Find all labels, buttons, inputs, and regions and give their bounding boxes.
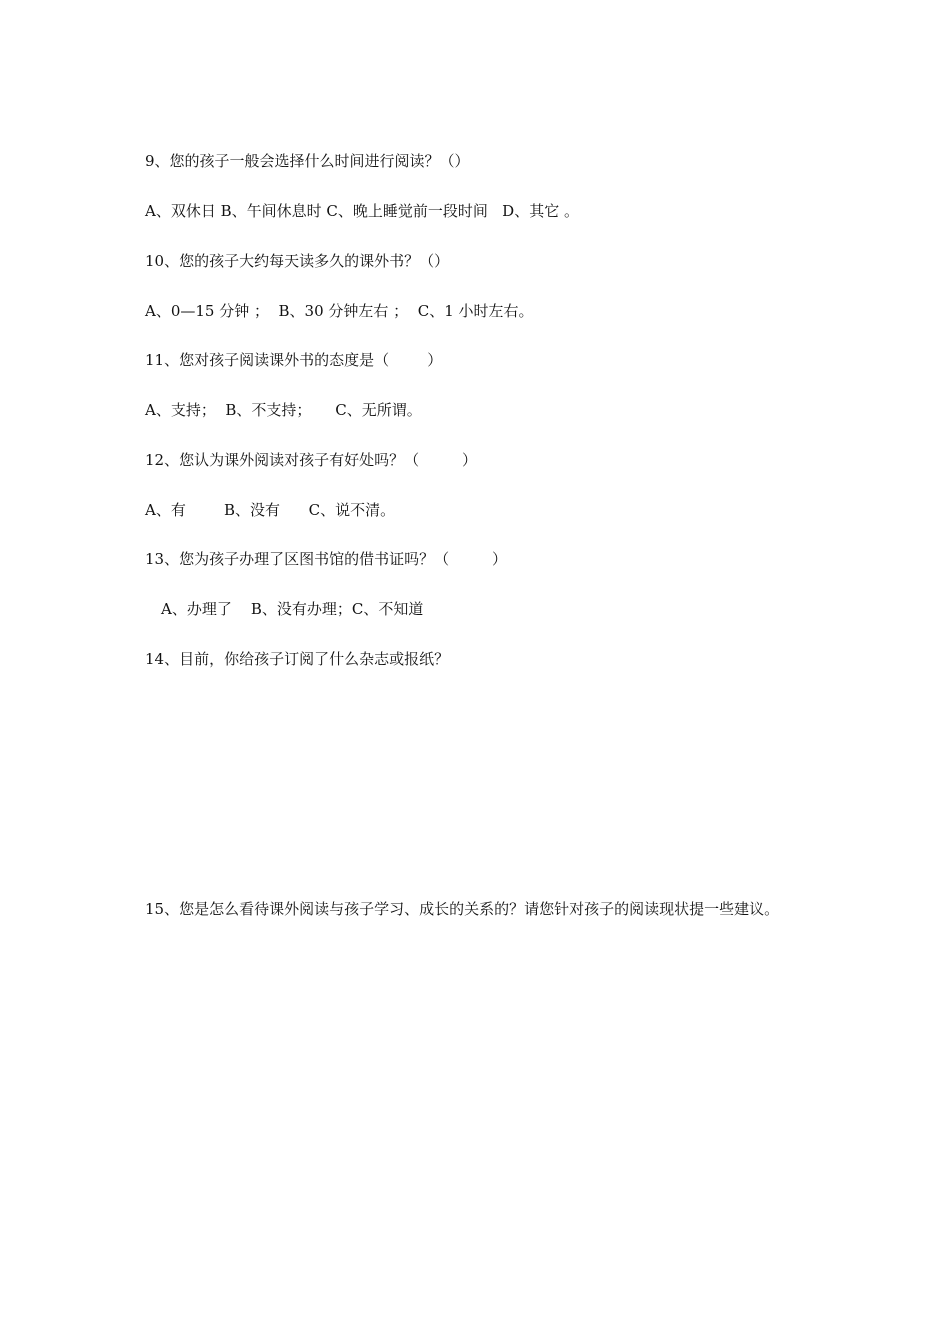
question-9: 9、您的孩子一般会选择什么时间进行阅读？（） — [145, 152, 470, 170]
question-15: 15、您是怎么看待课外阅读与孩子学习、成长的关系的？请您针对孩子的阅读现状提一些建议。 — [145, 900, 780, 918]
question-13: 13、您为孩子办理了区图书馆的借书证吗？（ ） — [145, 550, 508, 568]
question-11-options: A、支持； B、不支持； C、无所谓。 — [145, 401, 422, 419]
question-11: 11、您对孩子阅读课外书的态度是（ ） — [145, 351, 443, 369]
question-12: 12、您认为课外阅读对孩子有好处吗？（ ） — [145, 451, 478, 469]
question-10-options: A、0—15 分钟 ； B、30 分钟左右 ； C、1 小时左右。 — [145, 302, 534, 320]
question-14: 14、目前，你给孩子订阅了什么杂志或报纸？ — [145, 650, 450, 668]
question-10: 10、您的孩子大约每天读多久的课外书？（） — [145, 252, 450, 270]
question-9-options: A、双休日 B、午间休息时 C、晚上睡觉前一段时间 D、其它 。 — [145, 202, 579, 220]
question-13-options: A、办理了 B、没有办理；C、不知道 — [161, 600, 424, 618]
question-12-options: A、有 B、没有 C、说不清。 — [145, 501, 396, 519]
